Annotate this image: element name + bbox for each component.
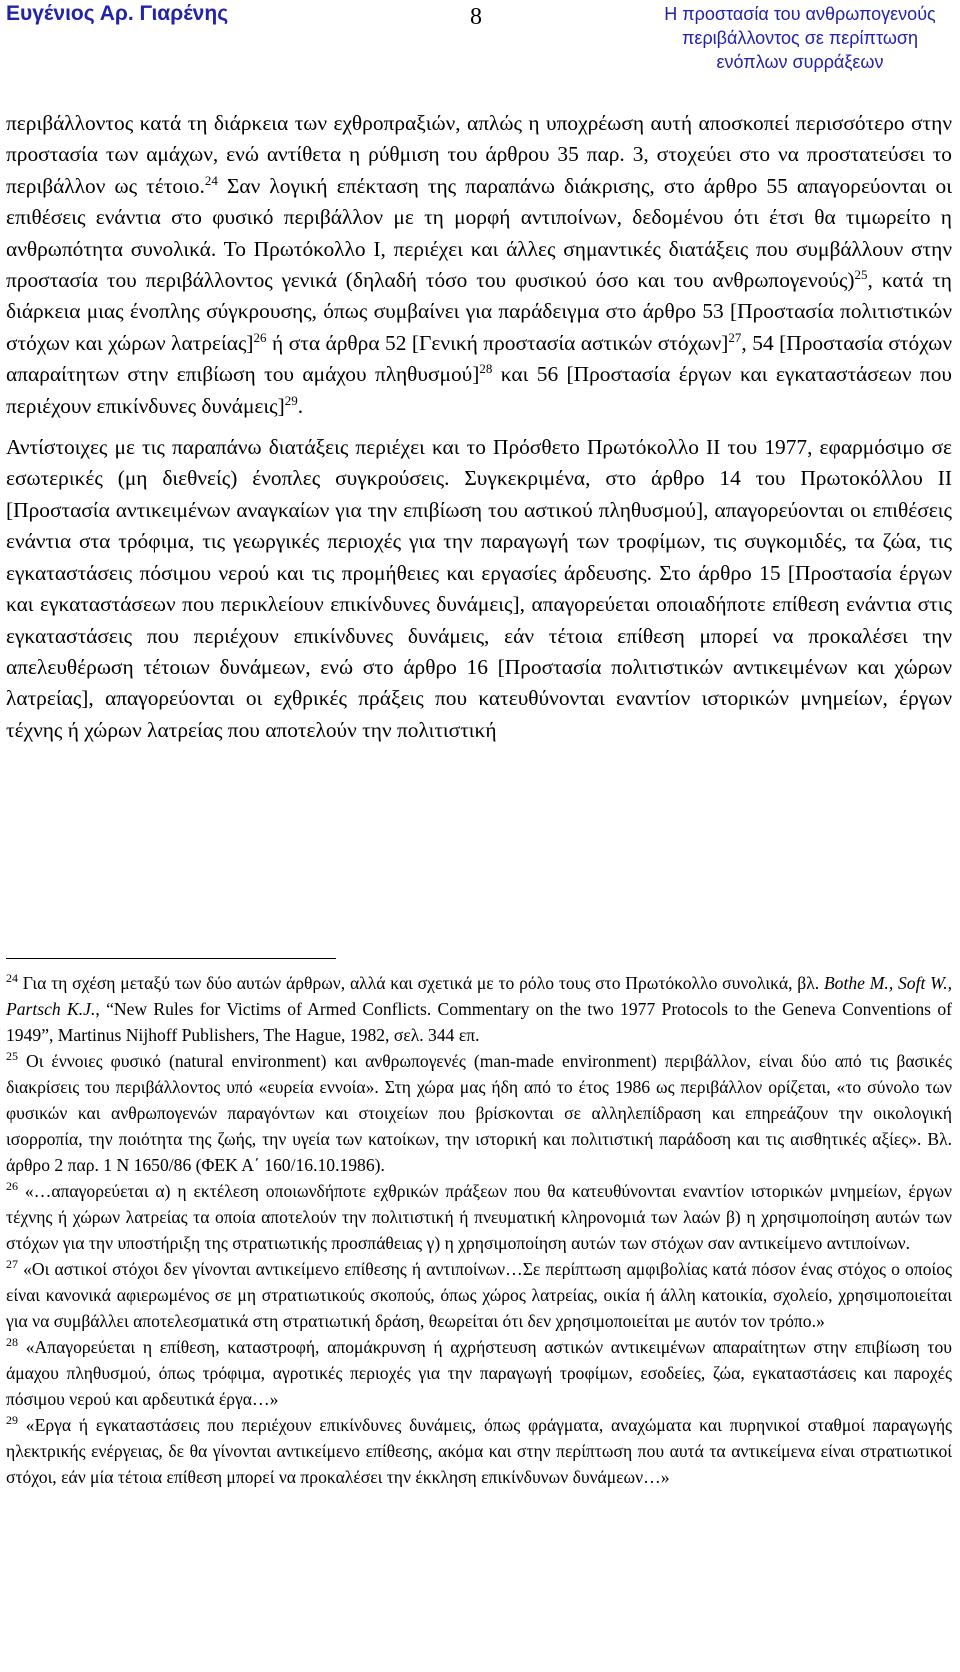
footnote-ref-28[interactable]: 28 — [479, 361, 493, 377]
footnote-number: 29 — [6, 1413, 18, 1428]
footnote-number: 24 — [6, 971, 18, 986]
header-title-line: Η προστασία του ανθρωπογενούς — [664, 4, 936, 24]
footnote-text: «Οι αστικοί στόχοι δεν γίνονται αντικείμενο επίθεσης ή αντιποίνων…Σε περίπτωση αμφιβολίας κατά πόσον ένας στόχος ο οποίος είναι κανονικά αφιερωμένος σε μη στρατιωτικούς σκοπούς, όπως χώρος λατρείας, οικία ή άλλη κατοικία, σχολείο, χρησιμοποιείται για να συμβάλλει αποτελεσματικά στη στρατιωτική δράση, θεωρείται ότι δεν χρησιμοποιείται με αυτόν τον τρόπο.» — [6, 1259, 952, 1331]
body-text-run: και 56 [Προστασία έργων και εγκαταστάσεων που περιέχουν επικίνδυνες δυνάμεις] — [6, 362, 953, 418]
footnote-text: «Εργα ή εγκαταστάσεις που περιέχουν επικίνδυνες δυνάμεις, όπως φράγματα, αναχώματα και πυρηνικοί σταθμοί παραγωγής ηλεκτρικής ενέργειας, δε θα γίνονται αντικείμενο επίθεσης, ακόμα και στην περίπτωση που αυτά τα αντικείμενα είναι στρατιωτικοί στόχοι, εάν μία τέτοια επίθεση μπορεί να προκαλέσει την έκκληση επικίνδυνων δυνάμεων…» — [6, 1415, 952, 1487]
footnote-27 — [6, 1256, 952, 1334]
footnote-ref-27[interactable]: 27 — [728, 329, 742, 345]
body-paragraph-1 — [6, 108, 952, 422]
footnote-25 — [6, 1048, 952, 1178]
footnote-text: Για τη σχέση μεταξύ των δύο αυτών άρθρων, αλλά και σχετικά με το ρόλο τους στο Πρωτόκολλο συνολικά, βλ. — [18, 973, 824, 993]
footnote-29 — [6, 1412, 952, 1490]
page-number: 8 — [470, 4, 482, 30]
header-title-line: ενόπλων συρράξεων — [716, 52, 884, 72]
footnote-text: «Απαγορεύεται η επίθεση, καταστροφή, απομάκρυνση ή αχρήστευση αστικών αντικειμένων απαραίτητων στην επιβίωση του άμαχου πληθυσμού, όπως τρόφιμα, αγροτικές περιοχές για την παραγωγή τροφίμων, εσοδείες, ζώα, εγκαταστάσεις και παροχές πόσιμου νερού και αρδευτικά έργα…» — [6, 1337, 952, 1409]
footnote-28 — [6, 1334, 952, 1412]
footnotes — [6, 970, 952, 1490]
footnote-ref-26[interactable]: 26 — [253, 329, 267, 345]
body-text-run: Σαν λογική επέκταση της παραπάνω διάκρισης, στο άρθρο 55 απαγορεύονται οι επιθέσεις ενάντια στο φυσικό περιβάλλον με τη μορφή αντιποίνων, δεδομένου ότι έτσι θα τιμωρείτο η ανθρωπότητα συνολικά. Το Πρωτόκολλο Ι, περιέχει και άλλες σημαντικές διατάξεις που συμβάλλουν στην προστασία του περιβάλλοντος γενικά (δηλαδή τόσο του φυσικού όσο και του ανθρωπογενούς) — [6, 173, 952, 293]
header-title — [650, 2, 950, 74]
body-text-run: , κατά τη διάρκεια μιας ένοπλης σύγκρουσης, όπως συμβαίνει για παράδειγμα στο άρθρο 53 [Προστασία πολιτιστικών στόχων και χώρων λατρείας] — [6, 268, 952, 355]
footnote-text: «…απαγορεύεται α) η εκτέλεση οποιωνδήποτε εχθρικών πράξεων που θα κατευθύνονται εναντίον ιστορικών μνημείων, έργων τέχνης ή χώρων λατρείας τα οποία αποτελούν την πολιτιστική ή πνευματική κληρονομιά των λαών β) η χρησιμοποίηση αυτών των στόχων για την υποστήριξη της στρατιωτικής προσπάθειας γ) η χρησιμοποίηση αυτών των στόχων σαν αντικείμενο αντιποίνων. — [6, 1181, 952, 1253]
footnote-ref-29[interactable]: 29 — [284, 392, 298, 408]
footnote-citation-authors: Bothe M., Soft W., Partsch K.J. — [6, 973, 952, 1019]
header-title-line: περιβάλλοντος σε περίπτωση — [682, 28, 918, 48]
footnote-number: 27 — [6, 1257, 18, 1272]
footnote-number: 28 — [6, 1335, 18, 1350]
footnote-text: , “New Rules for Victims of Armed Conflicts. Commentary on the two 1977 Protocols to the Geneva Conventions of 1949”, Martinus Nijhoff Publishers, The Hague, 1982, σελ. 344 επ. — [6, 999, 952, 1045]
footnote-ref-24[interactable]: 24 — [204, 172, 218, 188]
footnote-text: Οι έννοιες φυσικό (natural environment) και ανθρωπογενές (man-made environment) περιβάλλον, είναι δύο από τις βασικές διακρίσεις του περιβάλλοντος υπό «ευρεία εννοία». Στη χώρα μας ήδη από το έτος 1986 ως περιβάλλον ορίζεται, «το σύνολο των φυσικών και ανθρωπογενών παραγόντων και στοιχείων που βρίσκονται σε αλληλεπίδραση και επηρεάζουν την οικολογική ισορροπία, την ποιότητα της ζωής, την υγεία των κατοίκων, την ιστορική και πολιτιστική παράδοση και τις αισθητικές αξίες». Βλ. άρθρο 2 παρ. 1 Ν 1650/86 (ΦΕΚ Α΄ 160/16.10.1986). — [6, 1051, 952, 1175]
footnote-ref-25[interactable]: 25 — [854, 266, 868, 282]
footnote-number: 25 — [6, 1049, 18, 1064]
footnote-number: 26 — [6, 1179, 18, 1194]
footnote-separator — [6, 958, 336, 959]
footnote-26 — [6, 1178, 952, 1256]
body-text-run: , 54 [Προστασία στόχων απαραίτητων στην επιβίωση του αμάχου πληθυσμού] — [6, 330, 952, 387]
body-text-run: ή στα άρθρα 52 [Γενική προστασία αστικών στόχων] — [266, 330, 729, 355]
body-text — [6, 108, 952, 746]
body-paragraph-2: Αντίστοιχες με τις παραπάνω διατάξεις περιέχει και το Πρόσθετο Πρωτόκολλο ΙΙ του 1977, εφαρμόσιμο σε εσωτερικές (μη διεθνείς) ένοπλες συγκρούσεις. Συγκεκριμένα, στο άρθρο 14 του Πρωτοκόλλου ΙΙ [Προστασία αντικειμένων αναγκαίων για την επιβίωση του αστικού πληθυσμού], απαγορεύονται οι επιθέσεις ενάντια στα τρόφιμα, τις γεωργικές περιοχές για την παραγωγή των τροφίμων, τις συγκομιδές, τα ζώα, τις εγκαταστάσεις πόσιμου νερού και τις προμήθειες και εργασίες άρδευσης. Στο άρθρο 15 [Προστασία έργων και εγκαταστάσεων που περικλείουν επικίνδυνες δυνάμεις], απαγορεύεται οποιαδήποτε επίθεση ενάντια στις εγκαταστάσεις που περιέχουν επικίνδυνες δυνάμεις, εάν τέτοια επίθεση μπορεί να προκαλέσει την απελευθέρωση τέτοιων δυνάμεων, ενώ στο άρθρο 16 [Προστασία πολιτιστικών αντικειμένων και χώρων λατρείας], απαγορεύονται οι εχθρικές πράξεις που κατευθύνονται εναντίον ιστορικών μνημείων, έργων τέχνης ή χώρων λατρείας που αποτελούν την πολιτιστική — [6, 435, 952, 742]
header-author: Ευγένιος Αρ. Γιαρένης — [6, 2, 229, 25]
body-text-run: . — [297, 393, 304, 418]
body-text-run: περιβάλλοντος κατά τη διάρκεια των εχθροπραξιών, απλώς η υποχρέωση αυτή αποσκοπεί περισσότερο στην προστασία των αμάχων, ενώ αντίθετα η ρύθμιση του άρθρου 35 παρ. 3, στοχεύει στο να προστατεύσει το περιβάλλον ως τέτοιο. — [6, 111, 952, 198]
footnote-24 — [6, 970, 952, 1048]
